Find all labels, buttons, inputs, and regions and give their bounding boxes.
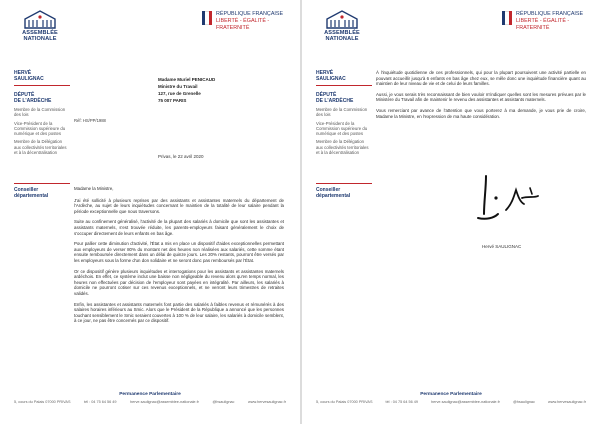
republique-motto: LIBERTÉ - ÉGALITÉ - FRATERNITÉ — [516, 18, 570, 31]
footer-title: Permanence Parlementaire — [119, 392, 181, 397]
sidebar-mandate-2: Vice-Président de la Commission supérieure du numérique et des postes — [14, 120, 66, 137]
footer-website[interactable]: www.hervesaulignac.fr — [547, 400, 586, 404]
footer-phone: tél : 04 75 64 56 49 — [84, 400, 117, 404]
letter-body-page-1 — [74, 186, 284, 329]
logo-line-2: NATIONALE — [325, 36, 359, 43]
deputy-last-name: SAULIGNAC — [14, 76, 44, 82]
recipient-address — [158, 76, 215, 104]
paragraph: Suite au confinement généralisé, l'activité de la plupart des salariés à domicile que sont les assistantes et assistants maternels, s'est trouvée réduite, les parents-employeurs faisant généralement le choix de s'occuper directement de leurs enfants en bas âge. — [74, 219, 284, 236]
sidebar-mandate-1: Membre de la Commission des lois — [316, 107, 368, 118]
recipient-city: 75 007 PARIS — [158, 98, 187, 103]
paragraph: Pour pallier cette diminution d'activité, l'État a mis en place un dispositif d'aides exceptionnelles permettant aux employeurs de verser 80% du montant net des heures non réalisées aux salariés, cette somme étant ensuite remboursée directement dans un délai de quinze jours. Les 20% restants, pourront être versés par les employeurs sous la forme d'un don solidaire et ne seront donc pas remboursés par l'État. — [74, 241, 284, 263]
paragraph: J'ai été sollicité à plusieurs reprises par des assistants et assistantes maternels du département de l'Ardèche, au sujet de leurs inquiétudes concernant le maintien de la totalité de leur salaire pendant la période exceptionnelle que nous traversons. — [74, 197, 284, 214]
recipient-name: Madame Muriel PENICAUD — [158, 77, 216, 82]
conseiller-line-2: départemental — [14, 193, 49, 200]
deputy-role — [316, 92, 372, 104]
deputy-last-name: SAULIGNAC — [316, 76, 346, 82]
footer-contact-line — [316, 400, 586, 404]
logo-line-1: ASSEMBLÉE — [324, 30, 360, 36]
page-footer — [302, 392, 600, 404]
logo-line-1: ASSEMBLÉE — [22, 30, 58, 36]
deputy-name — [316, 70, 372, 86]
republique-title: RÉPUBLIQUE FRANÇAISE — [216, 11, 284, 17]
conseiller-line-2: départemental — [316, 193, 351, 200]
deputy-role-line-1: DÉPUTÉ — [14, 92, 35, 98]
french-flag-icon — [202, 11, 212, 25]
footer-phone: tél : 04 75 64 56 49 — [385, 400, 419, 404]
deputy-first-name: HERVÉ — [316, 70, 334, 76]
footer-address: 5, cours du Palais 07000 PRIVAS — [14, 400, 71, 404]
footer-website[interactable]: www.hervesaulignac.fr — [247, 400, 286, 404]
paragraph: Enfin, les assistantes et assistants maternels font partie des salariés à faibles revenus et rémunérés à des salaires horaires inférieurs au Smic. Alors que le Président de la République a annoncé que les personnes touchant sensiblement le Smic seraient couvertes à 100 % de leur salaire, les salariés à domicile semblent, à ce jour, ne pas être concernés par ce dispositif. — [74, 301, 284, 324]
footer-address: 5, cours du Palais 07000 PRIVAS — [316, 400, 373, 404]
deputy-sidebar — [14, 70, 70, 199]
sidebar-mandate-1: Membre de la Commission des lois — [14, 107, 66, 118]
assemblee-nationale-logo — [316, 8, 368, 42]
footer-twitter[interactable]: @hsaulignac — [212, 400, 235, 404]
salutation: Madame la Ministre, — [74, 186, 114, 191]
deputy-role-line-2: DE L'ARDÈCHE — [14, 98, 52, 104]
paragraph: Or ce dispositif génère plusieurs inquiétudes et interrogations pour les assistants et assistantes maternels ardéchois. En effet, ce système inclut une baisse non négligeable du revenu alors qu'en temps normal, les heures non effectuées par décision de l'employeur sont payées en intégralité. Par ailleurs, les salariés à domicile ne pourront cotiser sur ces revenus exceptionnels, et ne verront leurs trimestres de retraites validés. — [74, 268, 284, 296]
assemblee-emblem-icon — [23, 8, 57, 30]
conseiller-title — [14, 183, 70, 199]
paragraph: Aussi, je vous serais très reconnaissant de bien vouloir m'indiquer quelles sont les mesures prévues par le Ministère du Travail afin de maintenir le revenu des assistantes et assistants maternels. — [376, 91, 586, 103]
paragraph: Vous remerciant par avance de l'attention que vous porterez à ma demande, je vous prie de croire, Madame la Ministre, en l'expression de ma haute considération. — [376, 107, 586, 119]
republique-francaise-block — [202, 11, 290, 32]
page-footer — [0, 392, 300, 404]
conseiller-line-1: Conseiller — [316, 187, 341, 194]
conseiller-title — [316, 183, 372, 199]
footer-contact-line — [14, 400, 286, 404]
footer-title: Permanence Parlementaire — [420, 392, 482, 397]
footer-email[interactable]: herve.saulignac@assemblee-nationale.fr — [130, 400, 199, 404]
french-flag-icon — [502, 11, 512, 25]
letter-page-2 — [302, 0, 600, 424]
deputy-sidebar — [316, 70, 372, 199]
handwritten-signature — [472, 168, 552, 228]
deputy-role-line-2: DE L'ARDÈCHE — [316, 98, 354, 104]
assemblee-nationale-logo — [14, 8, 66, 42]
sidebar-mandate-2: Vice-Président de la Commission supérieure du numérique et des postes — [316, 120, 368, 137]
recipient-street: 127, rue de Grenelle — [158, 91, 201, 96]
deputy-role — [14, 92, 70, 104]
deputy-first-name: HERVÉ — [14, 70, 32, 76]
republique-motto: LIBERTÉ - ÉGALITÉ - FRATERNITÉ — [216, 18, 270, 31]
letter-reference: Réf: HS/PP/1988 — [74, 118, 106, 123]
recipient-title: Ministre du Travail — [158, 84, 198, 89]
republique-francaise-block — [502, 11, 590, 32]
place-date: Privas, le 22 avril 2020 — [158, 154, 204, 159]
logo-line-2: NATIONALE — [23, 36, 57, 43]
deputy-role-line-1: DÉPUTÉ — [316, 92, 337, 98]
sidebar-mandate-3: Membre de la Délégation aux collectivités territoriales et à la décentralisation — [316, 139, 369, 156]
footer-email[interactable]: herve.saulignac@assemblee-nationale.fr — [431, 400, 500, 404]
republique-title: RÉPUBLIQUE FRANÇAISE — [516, 11, 584, 17]
conseiller-line-1: Conseiller — [14, 187, 39, 194]
signer-name: Hervé SAULIGNAC — [482, 244, 522, 249]
assemblee-emblem-icon — [325, 8, 359, 30]
sidebar-mandate-3: Membre de la Délégation aux collectivités territoriales et à la décentralisation — [14, 139, 67, 156]
letter-body-page-2 — [376, 70, 586, 124]
footer-twitter[interactable]: @hsaulignac — [512, 400, 535, 404]
deputy-name — [14, 70, 70, 86]
paragraph: À l'inquiétude quotidienne de ces professionnels, qui pour la plupart poursuivent une activité partielle en pouvant accueillir jusqu'à 6 enfants en bas âge chez eux, se mêle donc une inquiétude financière quant au maintien de leur niveau de vie et de celui de leurs familles. — [376, 70, 586, 87]
